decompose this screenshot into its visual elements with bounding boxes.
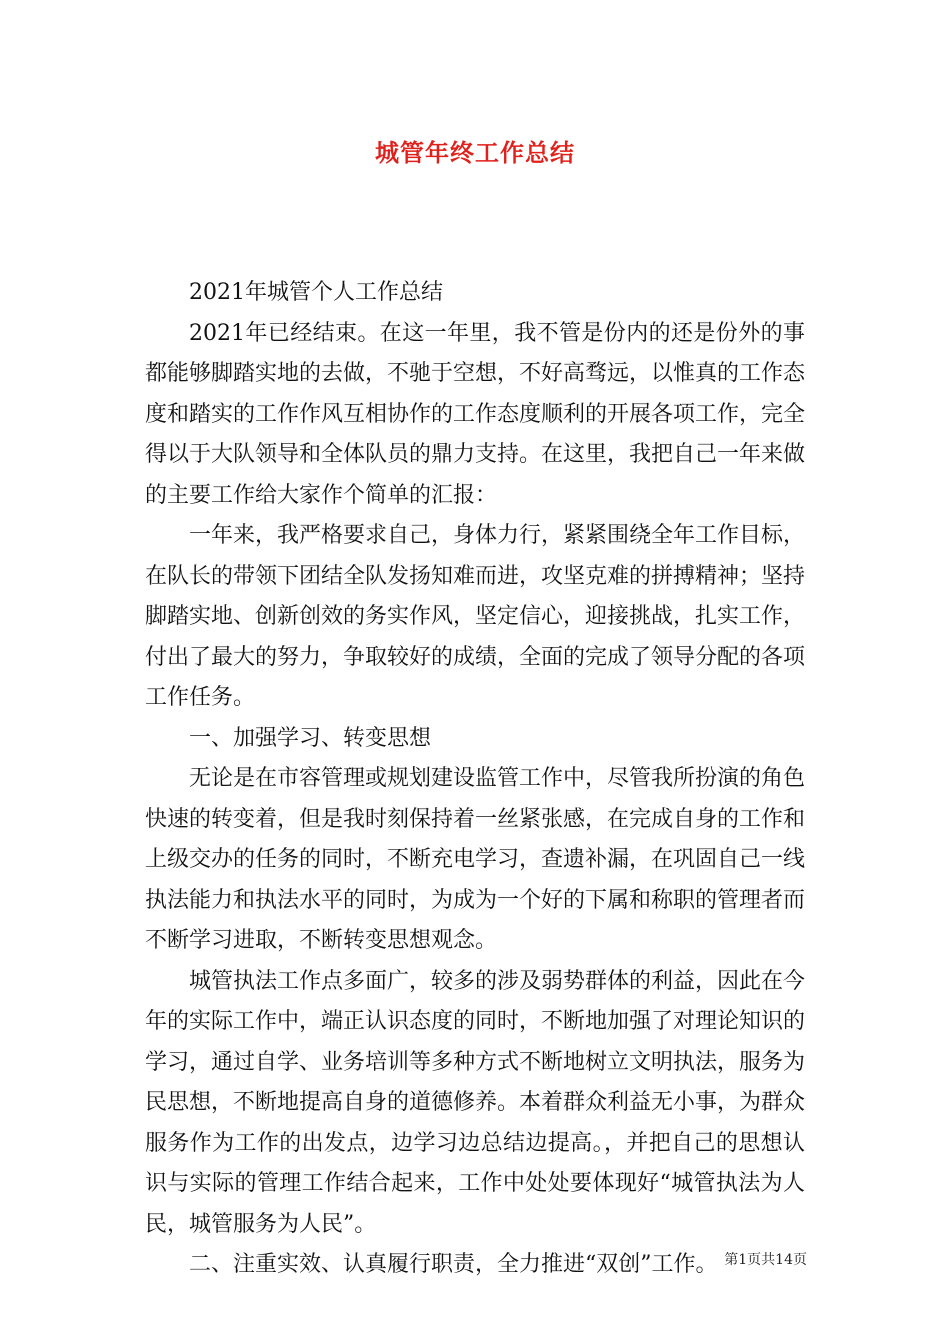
- document-body: [145, 273, 805, 1286]
- paragraph-intro: 2021年已经结束。在这一年里，我不管是份内的还是份外的事都能够脚踏实地的去做，不驰于空想，不好高骛远，以惟真的工作态度和踏实的工作作风互相协作的工作态度顺利的开展各项工作，完全得以于大队领导和全体队员的鼎力支持。在这里，我把自己一年来做的主要工作给大家作个简单的汇报：: [145, 320, 806, 508]
- page-number-footer: 第1页共14页: [724, 1252, 807, 1268]
- section-heading-1: 一、加强学习、转变思想: [189, 725, 432, 751]
- paragraph-enforcement: 城管执法工作点多面广，较多的涉及弱势群体的利益，因此在今年的实际工作中，端正认识态度的同时，不断地加强了对理论知识的学习，通过自学、业务培训等多种方式不断地树立文明执法，服务为民思想，不断地提高自身的道德修养。本着群众利益无小事，为群众服务作为工作的出发点，边学习边总结边提高。，并把自己的思想认识与实际的管理工作结合起来，工作中处处要体现好“城管执法为人民，城管服务为人民”。: [145, 968, 806, 1237]
- document-title: 城管年终工作总结: [375, 138, 575, 167]
- paragraph-overview: 一年来，我严格要求自己，身体力行，紧紧围绕全年工作目标，在队长的带领下团结全队发扬知难而进，攻坚克难的拼搏精神；坚持脚踏实地、创新创效的务实作风，坚定信心，迎接挑战，扎实工作，付出了最大的努力，争取较好的成绩，全面的完成了领导分配的各项工作任务。: [145, 523, 806, 710]
- paragraph-learning: 无论是在市容管理或规划建设监管工作中，尽管我所扮演的角色快速的转变着，但是我时刻保持着一丝紧张感，在完成自身的工作和上级交办的任务的同时，不断充电学习，查遗补漏，在巩固自己一线执法能力和执法水平的同时，为成为一个好的下属和称职的管理者而不断学习进取，不断转变思想观念。: [145, 766, 806, 953]
- paragraph-subtitle: 2021年城管个人工作总结: [189, 280, 443, 305]
- section-heading-2: 二、注重实效、认真履行职责，全力推进“双创”工作。: [189, 1252, 718, 1277]
